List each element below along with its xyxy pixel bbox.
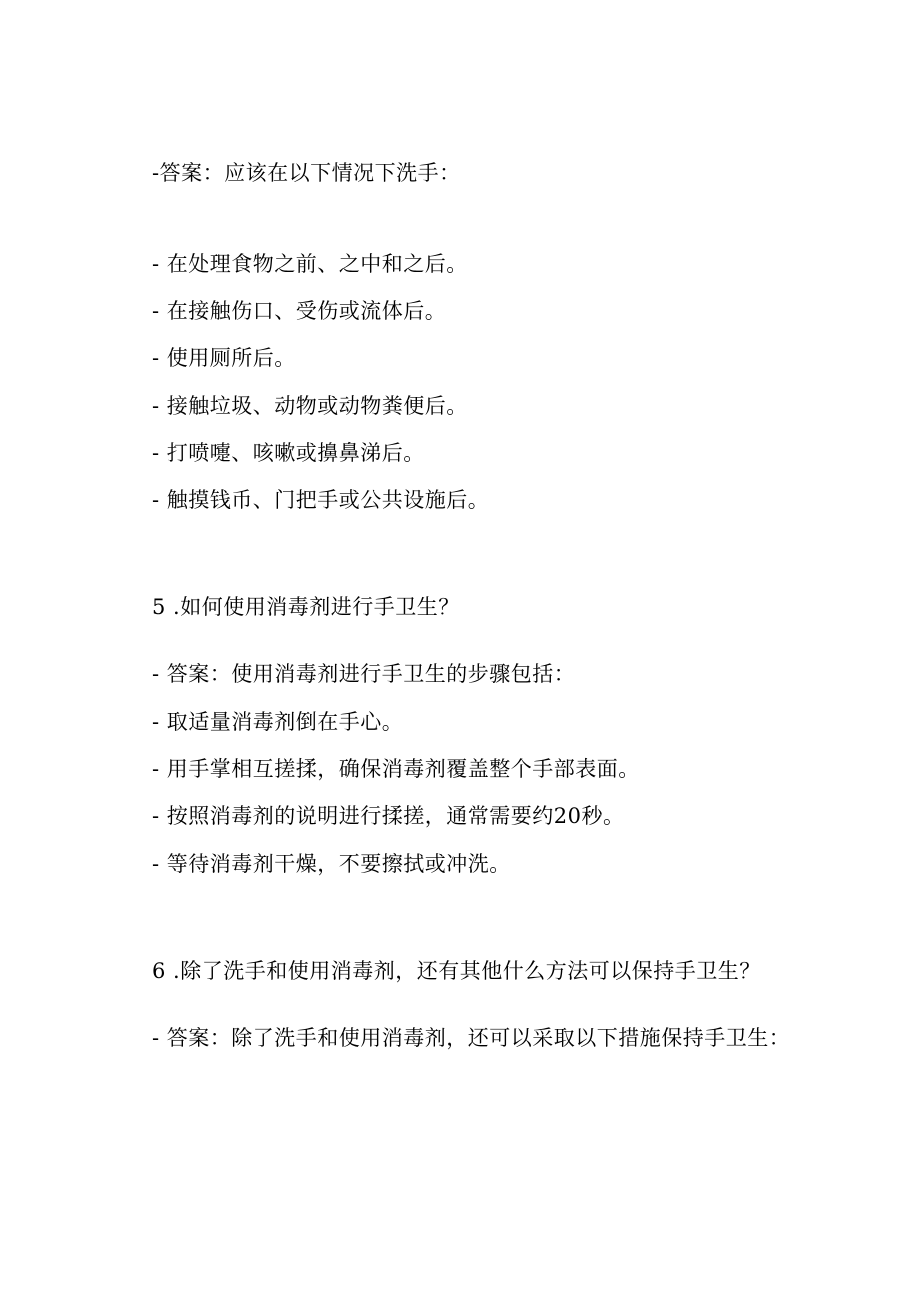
answer-5: - 答案：使用消毒剂进行手卫生的步骤包括： bbox=[152, 662, 576, 686]
list-item: - 打喷嚏、咳嗽或擤鼻涕后。 bbox=[152, 441, 425, 465]
list-item: - 用手掌相互搓揉，确保消毒剂覆盖整个手部表面。 bbox=[152, 757, 640, 781]
question-6: 6 .除了洗手和使用消毒剂，还有其他什么方法可以保持手卫生？ bbox=[152, 959, 761, 983]
list-item: - 按照消毒剂的说明进行揉搓，通常需要约20秒。 bbox=[152, 804, 625, 828]
list-item: - 在接触伤口、受伤或流体后。 bbox=[152, 299, 447, 323]
answer-6: - 答案：除了洗手和使用消毒剂，还可以采取以下措施保持手卫生： bbox=[152, 1026, 791, 1050]
question-5: 5 .如何使用消毒剂进行手卫生？ bbox=[152, 595, 460, 619]
list-item: - 触摸钱币、门把手或公共设施后。 bbox=[152, 488, 490, 512]
list-item: - 等待消毒剂干燥，不要擦拭或冲洗。 bbox=[152, 852, 511, 876]
list-item: - 在处理食物之前、之中和之后。 bbox=[152, 252, 468, 276]
list-item: - 使用厕所后。 bbox=[152, 346, 296, 370]
answer-intro-1: -答案：应该在以下情况下洗手： bbox=[152, 161, 461, 185]
list-item: - 接触垃圾、动物或动物粪便后。 bbox=[152, 394, 468, 418]
list-item: - 取适量消毒剂倒在手心。 bbox=[152, 710, 404, 734]
